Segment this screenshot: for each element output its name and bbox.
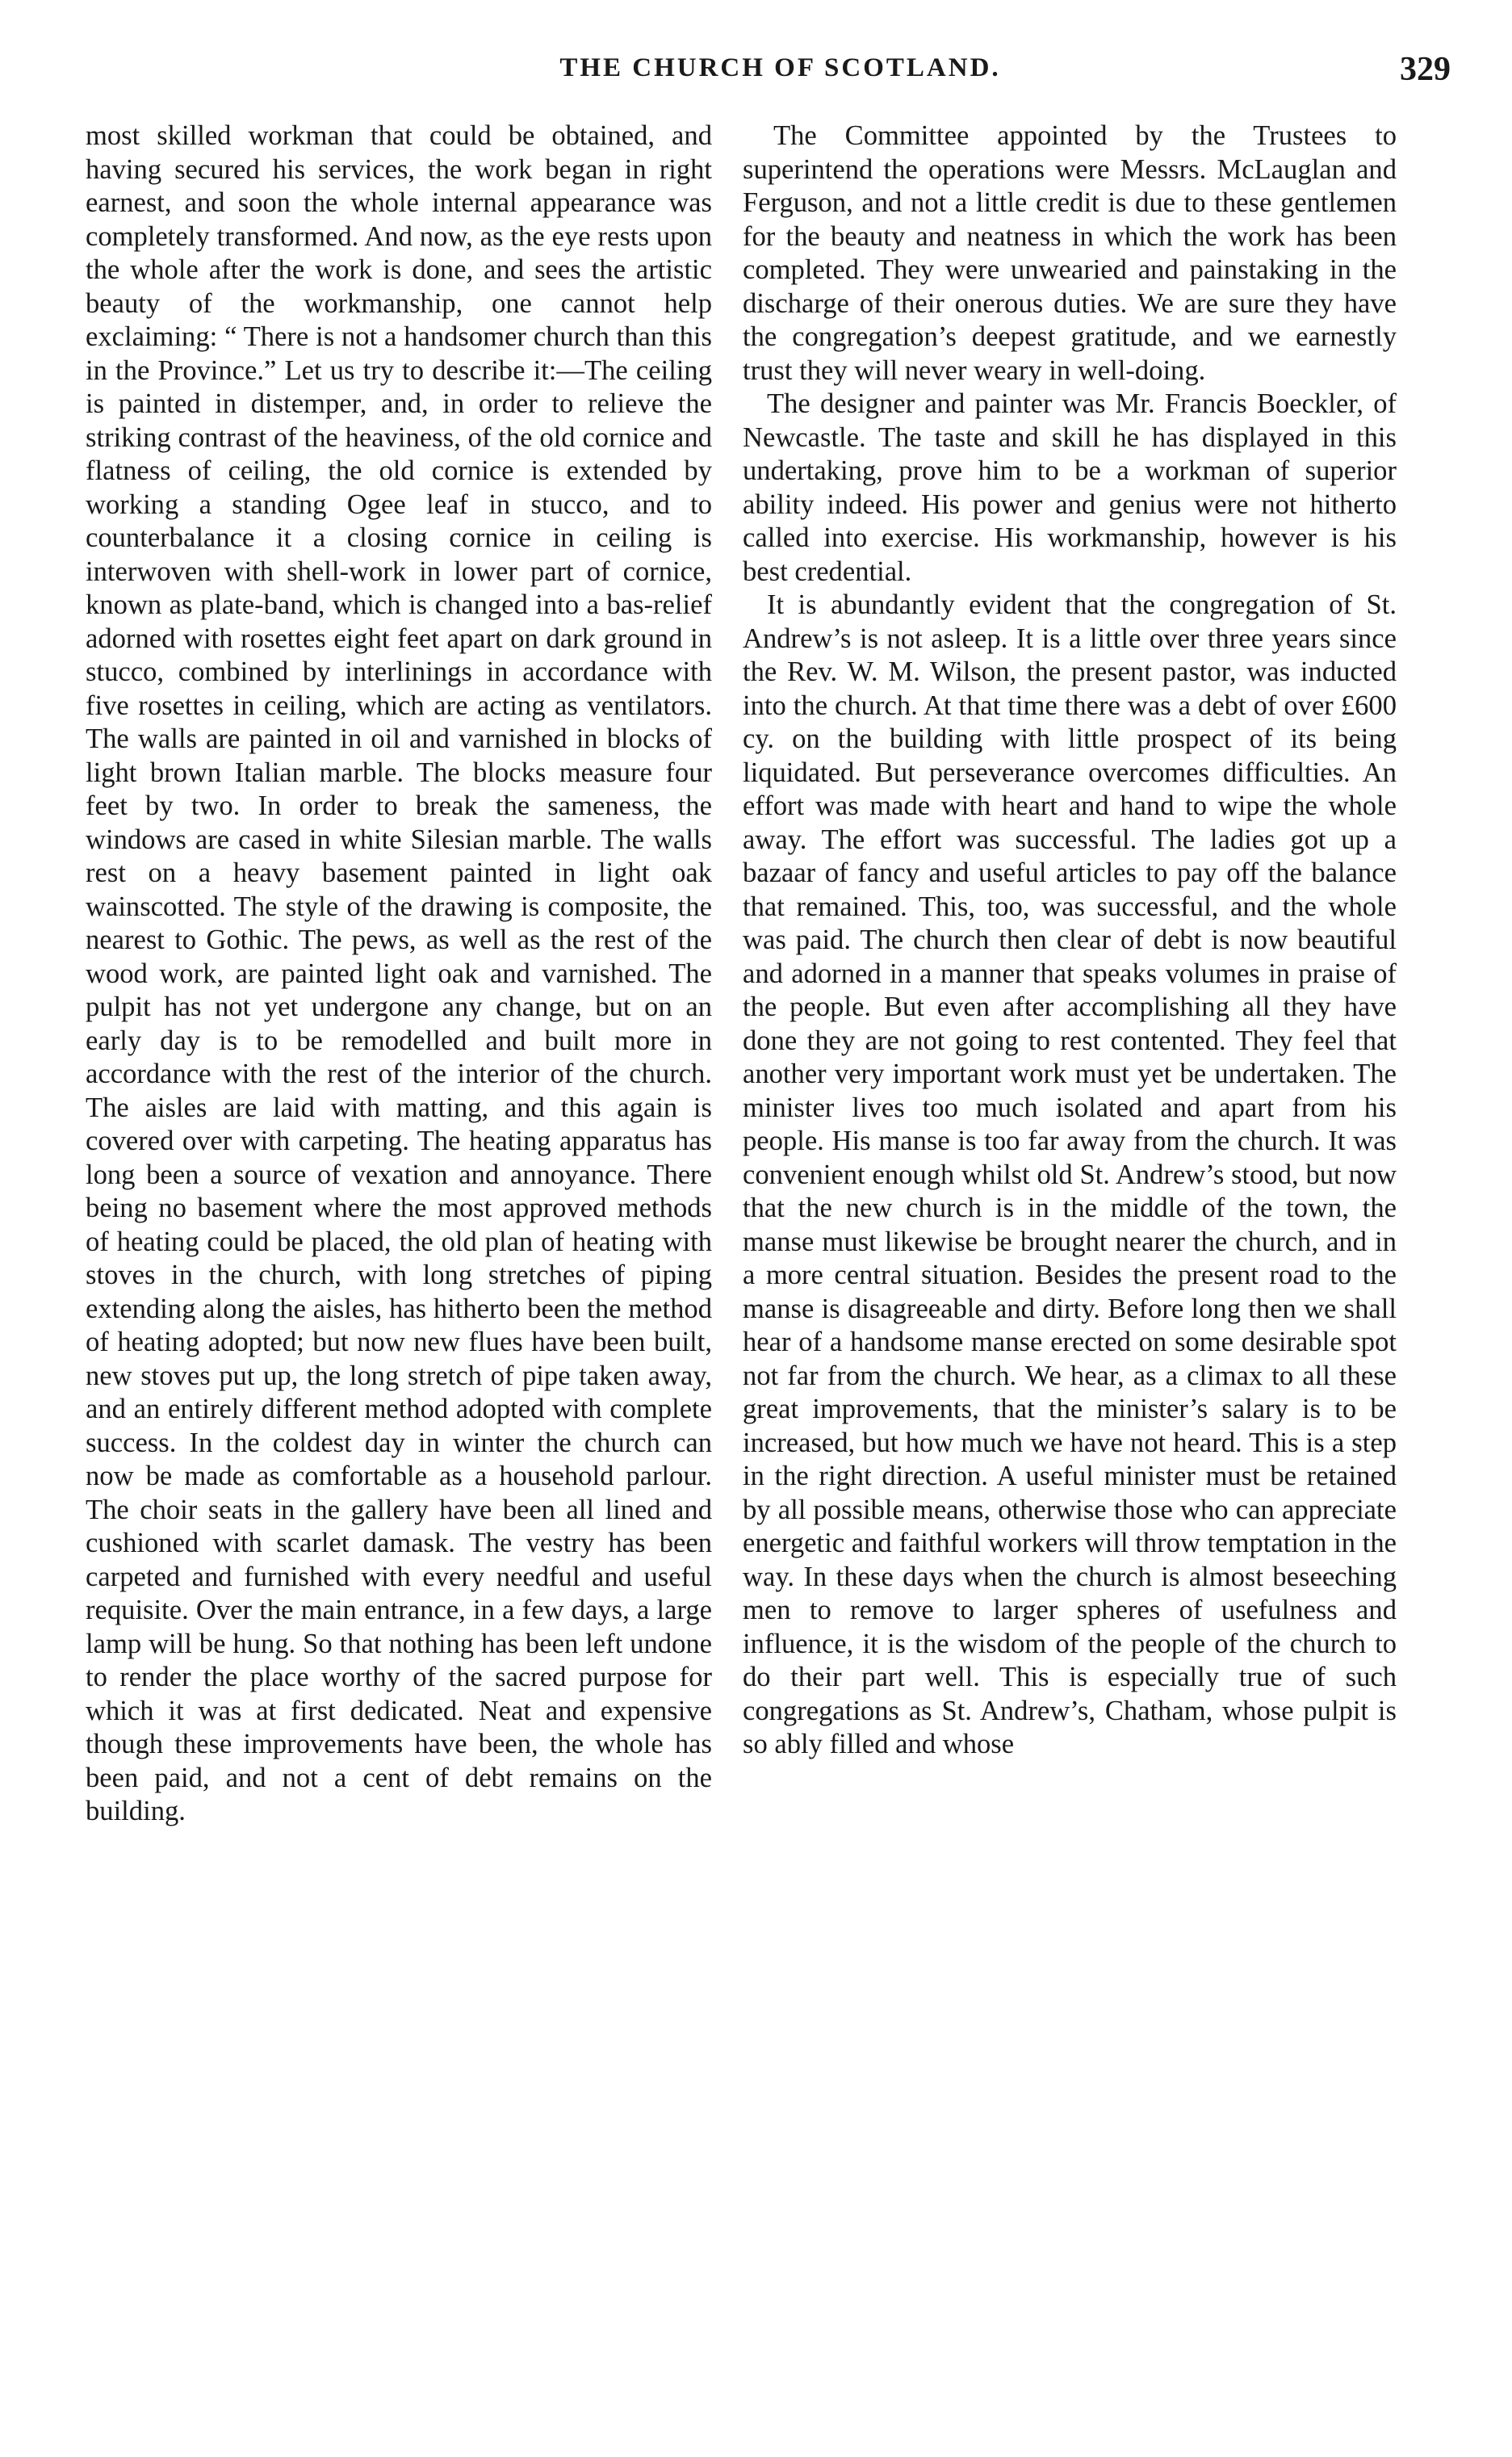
page-number: 329 [1400,51,1451,88]
running-title: THE CHURCH OF SCOTLAND. [559,53,1001,82]
right-column-paragraph-2: The designer and painter was Mr. Francis Boeckler, of Newcastle. The taste and skill he has displayed in this undertaking, prove him to be a workman of superior ability indeed. His power and genius were not hitherto called into exercise. His workmanship, however is his best credential. [743,388,1397,587]
left-column-paragraph-1: most skilled workman that could be obtained, and having secured his services, the work began in right earnest, and soon the whole internal appearance was completely transformed. And now, as the eye rests upon the whole after the work is done, and sees the artistic beauty of the workmanship, one cannot help exclaiming: “ There is not a handsomer church than this in the Province.” Let us try to describe it:—The ceiling is painted in distemper, and, in order to relieve the striking contrast of the heaviness, of the old cornice and flatness of ceiling, the old cornice is extended by working a standing Ogee leaf in stucco, and to counterbalance it a closing cornice in ceiling is interwoven with shell-work in lower part of cornice, known as plate-band, which is changed into a bas-relief adorned with rosettes eight feet apart on dark ground in stucco, combined by interlinings in accordance with five rosettes in ceiling, which are acting as ventilators. The walls are painted in oil and varnished in blocks of light brown Italian marble. The blocks measure four feet by two. In order to break the sameness, the windows are cased in white Silesian marble. The walls rest on a heavy basement painted in light oak wainscotted. The style of the drawing is composite, the nearest to Gothic. The pews, as well as the rest of the wood work, are painted light oak and varnished. The pulpit has not yet undergone any change, but on an early day is to be remodelled and built more in accordance with the rest of the interior of the church. The aisles are laid with matting, and this again is covered over with carpeting. The heating apparatus has long been a source of vexation and annoyance. There being no basement where the most approved methods of heating could be placed, the old plan of heating with stoves in the church, with long stretches of piping extending along the aisles, has hitherto been the method of heating adopted; but now new flues have been built, new stoves put up, the long stretch of pipe taken away, and an entirely different method adopted with complete success. In the coldest day in winter the church can now be made as comfortable as a household parlour. The choir seats in the gallery have been all lined and cushioned with scarlet damask. The vestry has been carpeted and furnished with every needful and useful requisite. Over the main entrance, in a few days, a large lamp will be hung. So that nothing has been left undone to render the place worthy of the sacred purpose for which it was at first dedicated. Neat and expensive though these improvements have been, the whole has been paid, and not a cent of debt remains on the building. [86,120,712,1826]
right-column-paragraph-3: It is abundantly evident that the congregation of St. Andrew’s is not asleep. It is a little over three years since the Rev. W. M. Wilson, the present pastor, was inducted into the church. At that time there was a debt of over £600 cy. on the building with little prospect of its being liquidated. But perseverance overcomes difficulties. An effort was made with heart and hand to wipe the whole away. The effort was successful. The ladies got up a bazaar of fancy and useful articles to pay off the balance that remained. This, too, was successful, and the whole was paid. The church then clear of debt is now beautiful and adorned in a manner that speaks volumes in praise of the people. But even after accomplishing all they have done they are not going to rest contented. They feel that another very important work must yet be undertaken. The minister lives too much isolated and apart from his people. His manse is too far away from the church. It was convenient enough whilst old St. Andrew’s stood, but now that the new church is in the middle of the town, the manse must likewise be brought nearer the church, and in a more central situation. Besides the present road to the manse is disagreeable and dirty. Before long then we shall hear of a handsome manse erected on some desirable spot not far from the church. We hear, as a climax to all these great improvements, that the minister’s salary is to be increased, but how much we have not heard. This is a step in the right direction. A useful minister must be retained by all possible means, otherwise those who can appreciate energetic and faithful workers will throw temptation in the way. In these days when the church is almost beseeching men to remove to larger spheres of usefulness and influence, it is the wisdom of the people of the church to do their part well. This is especially true of such congregations as St. Andrew’s, Chatham, whose pulpit is so ably filled and whose [743,589,1397,1759]
running-head [0,53,1512,102]
right-column-paragraph-1: The Committee appointed by the Trustees to superintend the operations were Messrs. McLauglan and Ferguson, and not a little credit is due to these gentlemen for the beauty and neatness in which the work has been completed. They were unwearied and painstaking in the discharge of their onerous duties. We are sure they have the congregation’s deepest gratitude, and we earnestly trust they will never weary in well-doing. [743,120,1397,386]
right-column [743,119,1397,2429]
left-column [86,119,712,2429]
